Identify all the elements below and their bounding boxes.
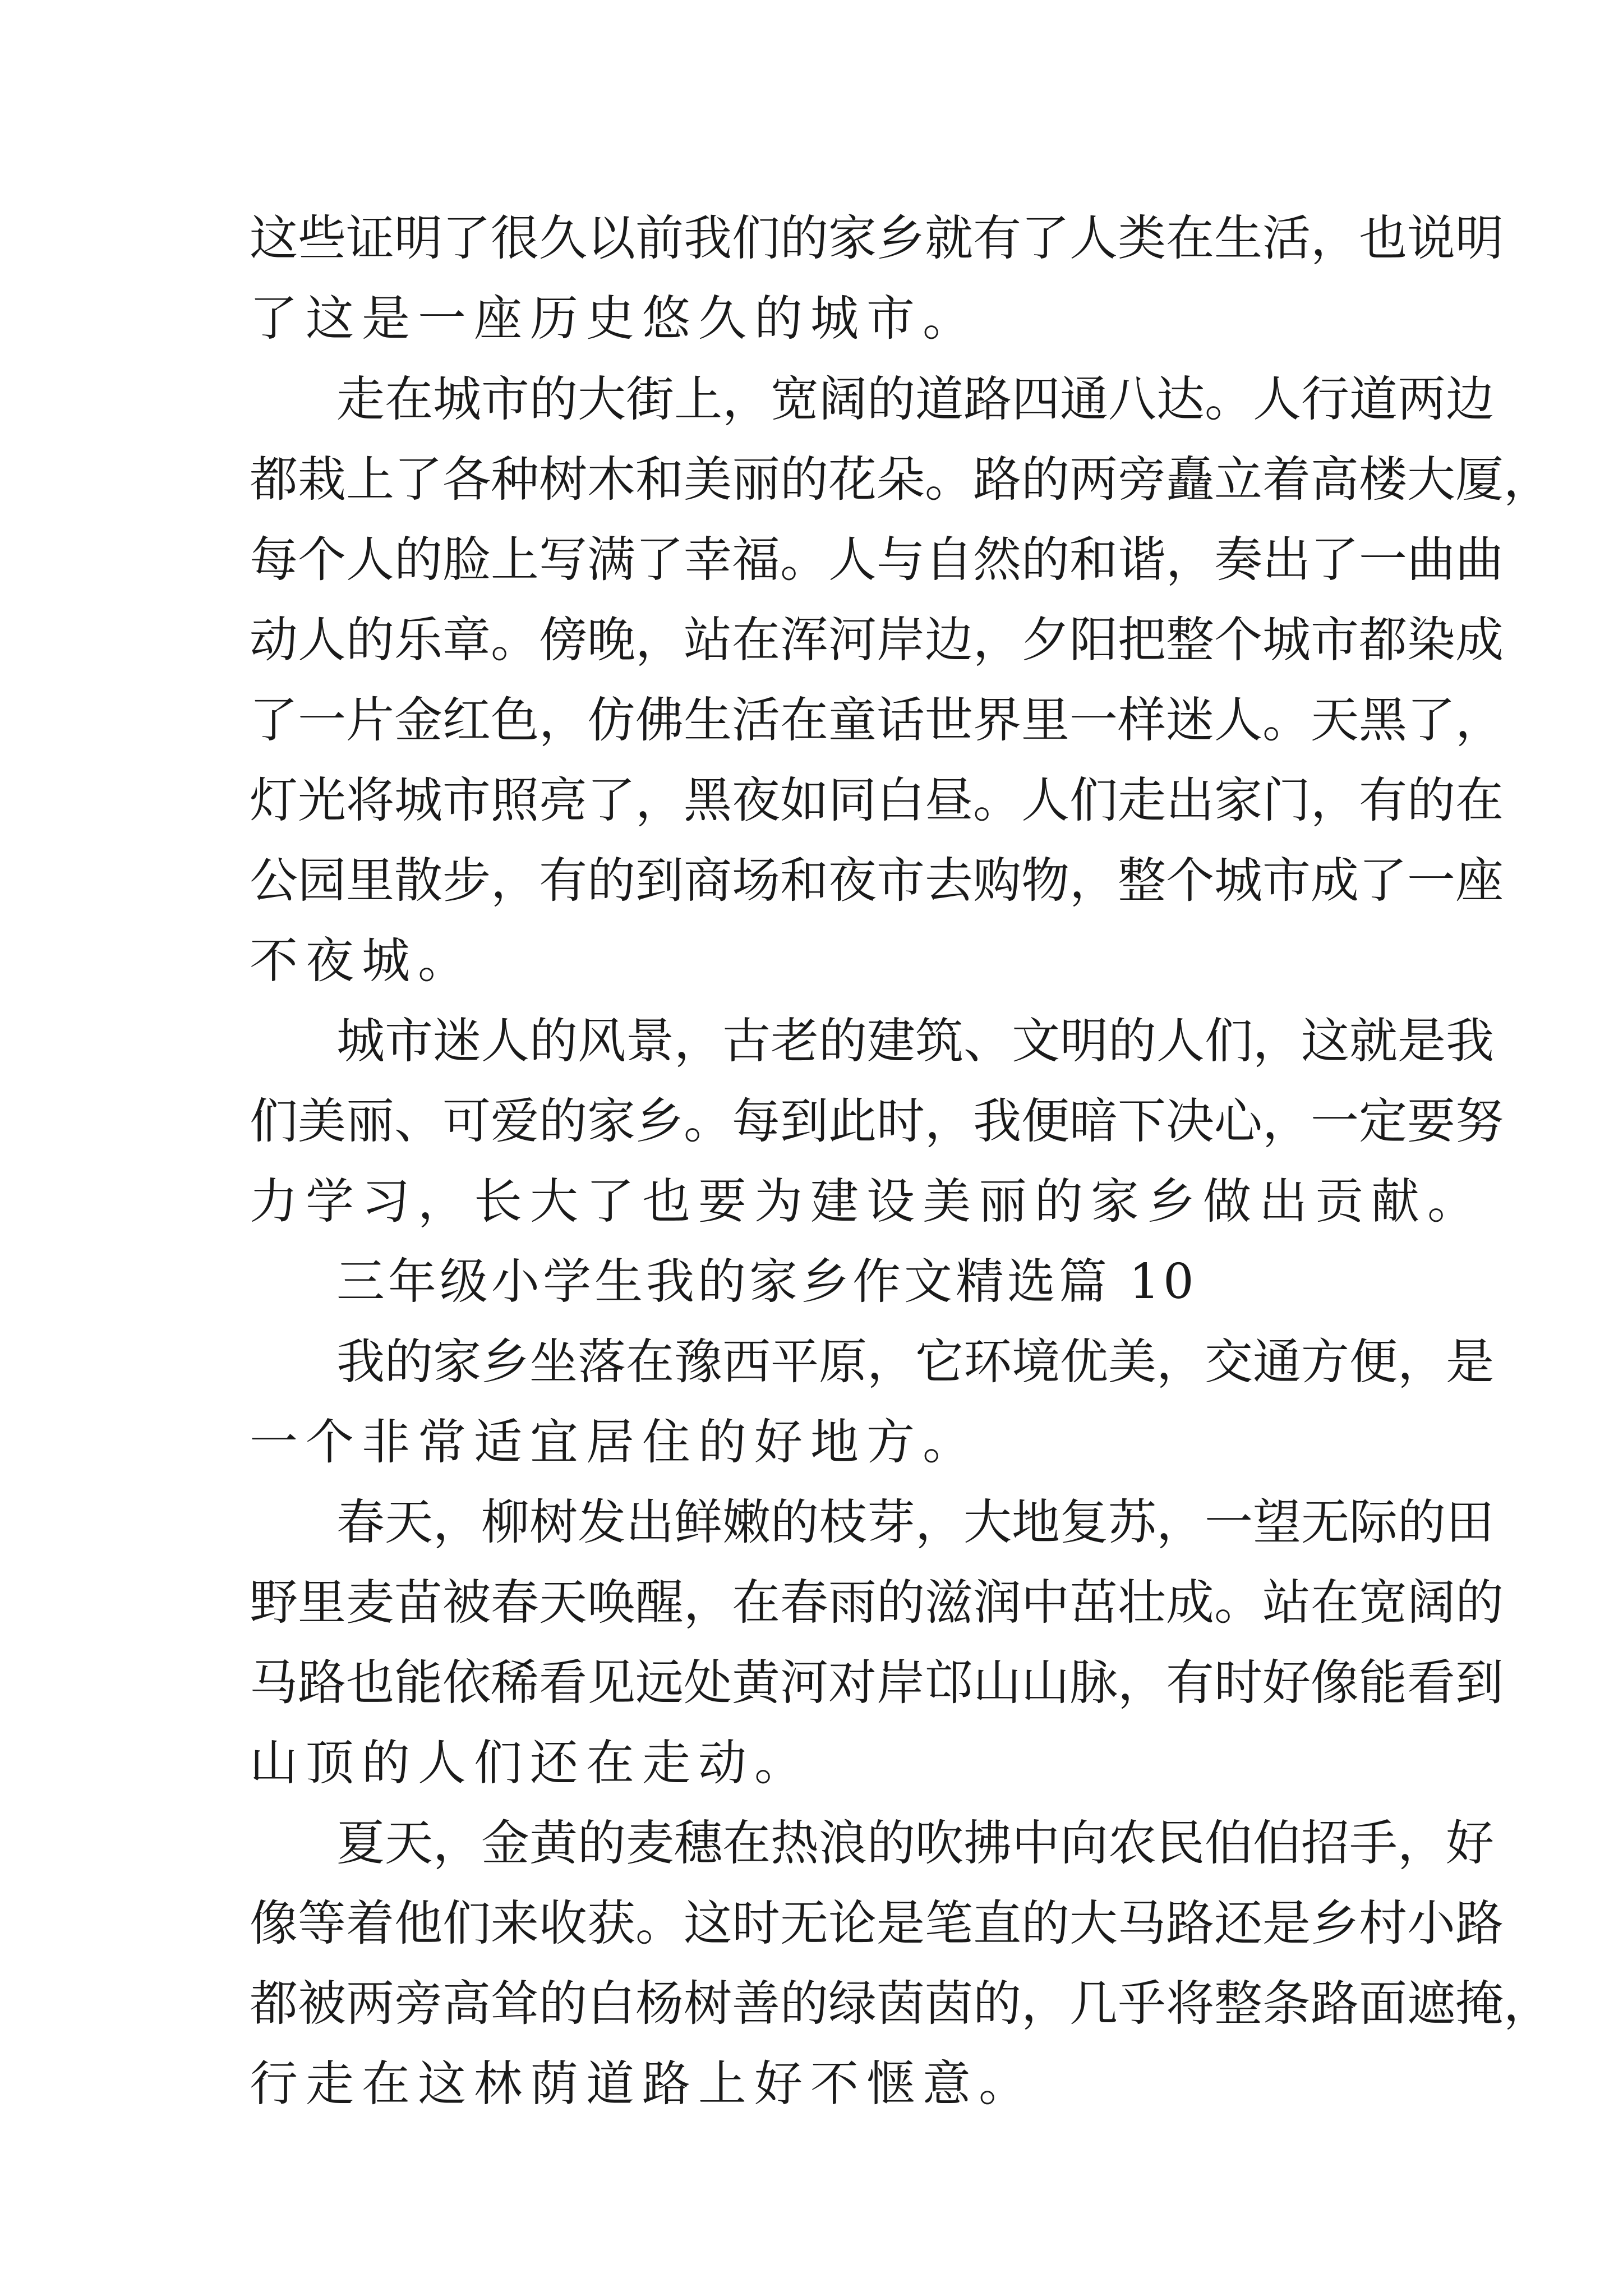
text-line: 都栽上了各种树木和美丽的花朵。路的两旁矗立着高楼大厦，	[250, 452, 1552, 508]
text-line: 不夜城。	[250, 933, 474, 989]
text-line: 们美丽、可爱的家乡。每到此时，我便暗下决心，一定要努	[250, 1093, 1504, 1149]
text-line: 了一片金红色，仿佛生活在童话世界里一样迷人。天黑了，	[250, 692, 1504, 748]
text-line: 力学习，长大了也要为建设美丽的家乡做出贡献。	[250, 1174, 1483, 1230]
paragraph-start-line: 夏天，金黄的麦穗在热浪的吹拂中向农民伯伯招手，好	[336, 1815, 1494, 1871]
text-line: 公园里散步，有的到商场和夜市去购物，整个城市成了一座	[250, 853, 1504, 909]
text-line: 行走在这林荫道路上好不惬意。	[250, 2056, 1035, 2112]
paragraph-start-line: 城市迷人的风景，古老的建筑、文明的人们，这就是我	[336, 1013, 1494, 1069]
text-line: 这些证明了很久以前我们的家乡就有了人类在生活，也说明	[250, 210, 1504, 266]
text-line: 马路也能依稀看见远处黄河对岸邙山山脉，有时好像能看到	[250, 1655, 1504, 1711]
paragraph-start-line: 春天，柳树发出鲜嫩的枝芽，大地复苏，一望无际的田	[336, 1494, 1494, 1550]
text-line: 动人的乐章。傍晚，站在浑河岸边，夕阳把整个城市都染成	[250, 612, 1504, 668]
text-line: 每个人的脸上写满了幸福。人与自然的和谐，奏出了一曲曲	[250, 532, 1504, 588]
text-line: 了这是一座历史悠久的城市。	[250, 291, 979, 347]
text-line: 山顶的人们还在走动。	[250, 1735, 810, 1791]
text-line: 都被两旁高耸的白杨树善的绿茵茵的，几乎将整条路面遮掩，	[250, 1976, 1552, 2032]
text-line: 灯光将城市照亮了，黑夜如同白昼。人们走出家门，有的在	[250, 772, 1504, 829]
paragraph-start-line: 走在城市的大街上，宽阔的道路四通八达。人行道两边	[336, 371, 1494, 427]
section-heading: 三年级小学生我的家乡作文精选篇 10	[336, 1254, 1197, 1310]
text-line: 像等着他们来收获。这时无论是笔直的大马路还是乡村小路	[250, 1895, 1504, 1952]
text-line: 野里麦苗被春天唤醒，在春雨的滋润中茁壮成。站在宽阔的	[250, 1575, 1504, 1631]
text-line: 一个非常适宜居住的好地方。	[250, 1414, 979, 1470]
paragraph-start-line: 我的家乡坐落在豫西平原，它环境优美，交通方便，是	[336, 1334, 1494, 1390]
